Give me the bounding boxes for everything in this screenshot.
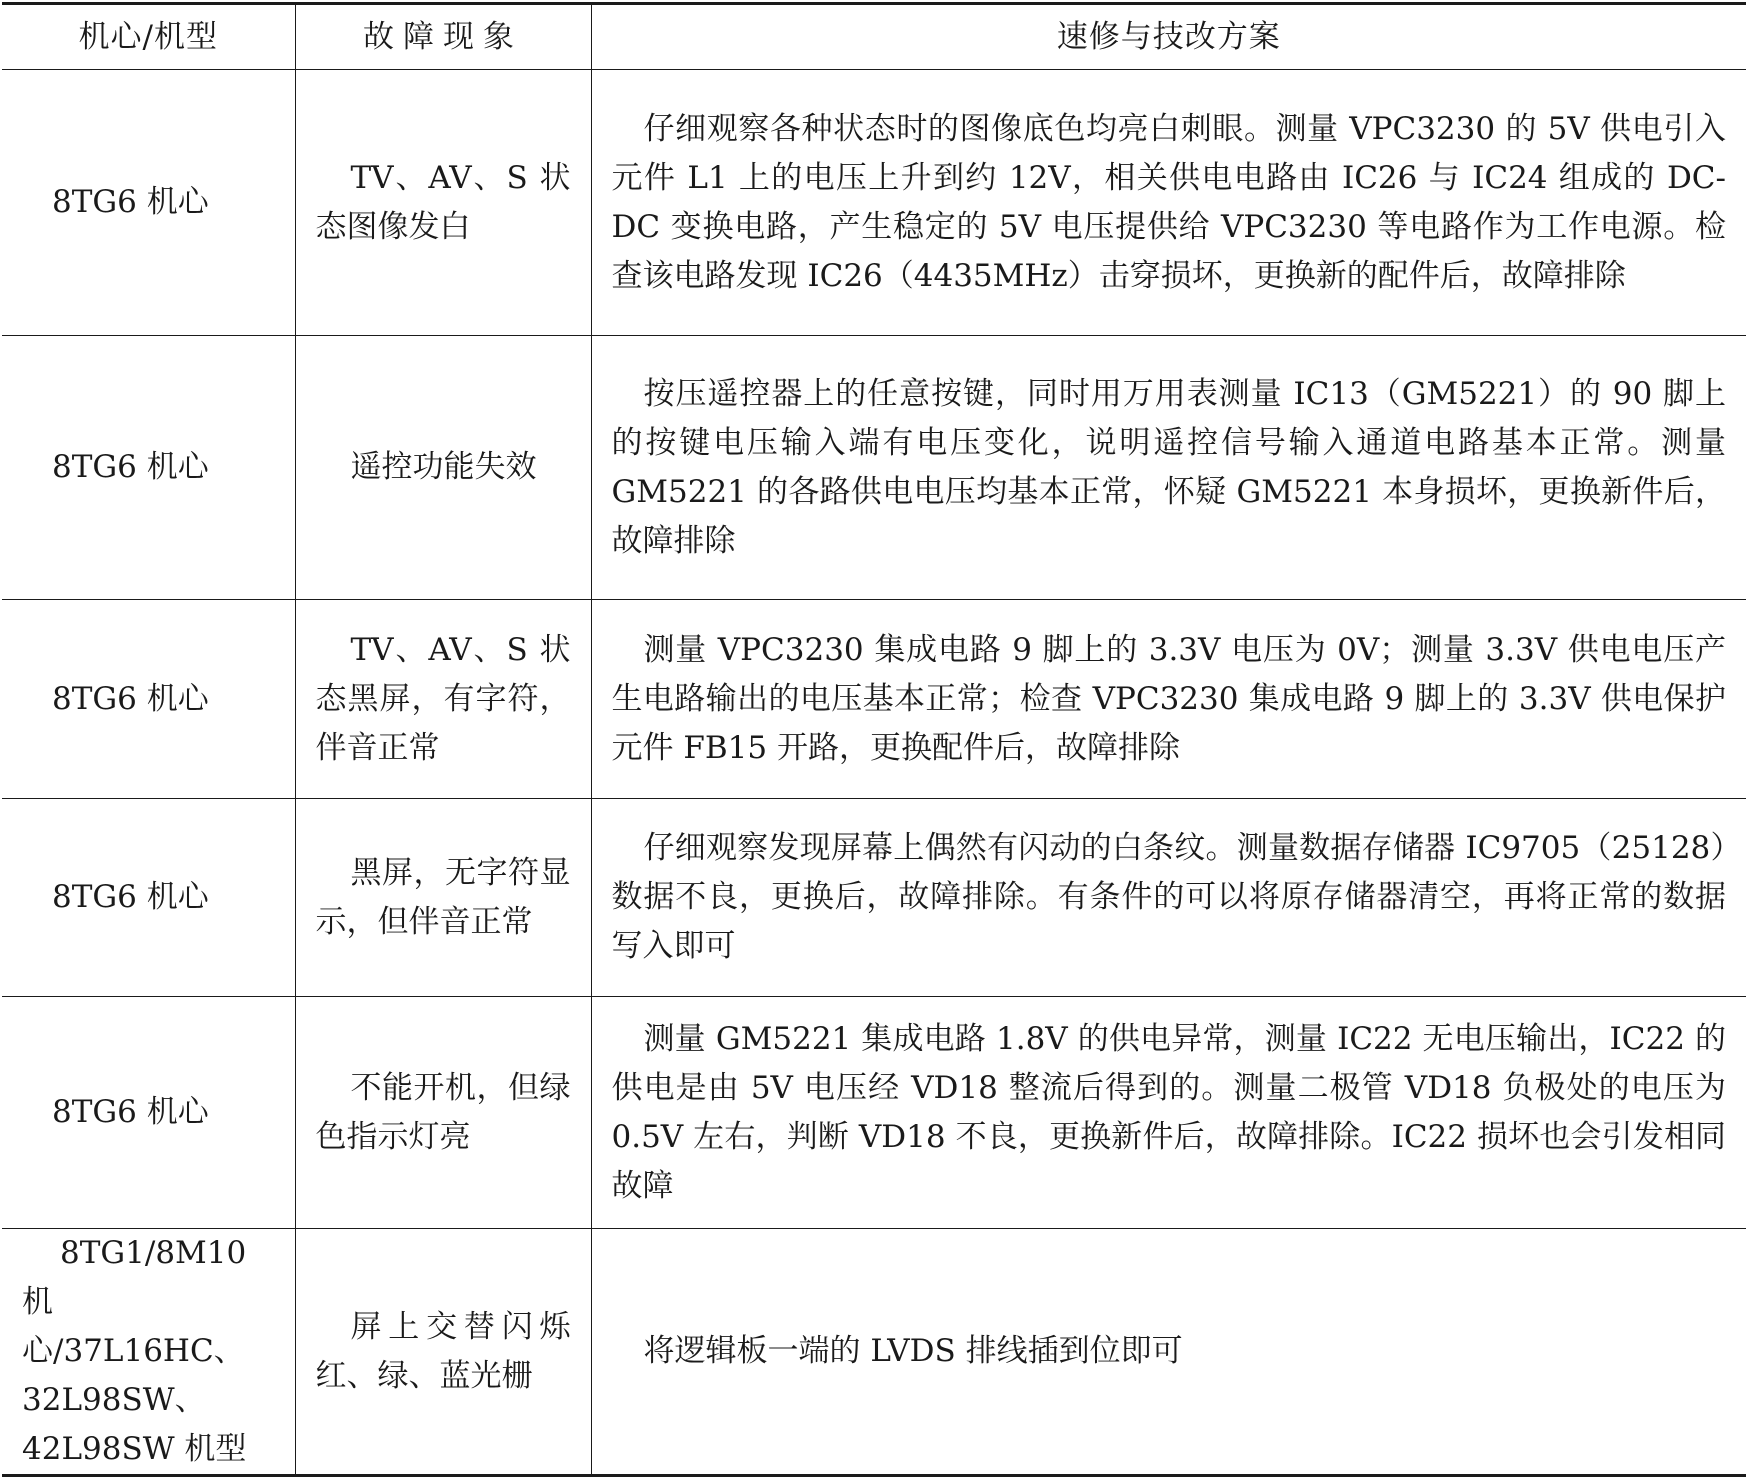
table-row	[2, 997, 1746, 1229]
table-row	[2, 1229, 1746, 1476]
symptom-cell: 屏上交替闪烁红、绿、蓝光栅	[295, 1229, 591, 1476]
symptom-cell: 遥控功能失效	[295, 336, 591, 600]
symptom-cell: TV、AV、S 状态黑屏，有字符，伴音正常	[295, 600, 591, 799]
solution-cell: 测量 VPC3230 集成电路 9 脚上的 3.3V 电压为 0V；测量 3.3V 供电电压产生电路输出的电压基本正常；检查 VPC3230 集成电路 9 脚上的 3.3V 供电保护元件 FB15 开路，更换配件后，故障排除	[591, 600, 1746, 799]
table-row	[2, 799, 1746, 997]
solution-cell: 将逻辑板一端的 LVDS 排线插到位即可	[591, 1229, 1746, 1476]
solution-cell: 测量 GM5221 集成电路 1.8V 的供电异常，测量 IC22 无电压输出，IC22 的供电是由 5V 电压经 VD18 整流后得到的。测量二极管 VD18 负极处的电压为 0.5V 左右，判断 VD18 不良，更换新件后，故障排除。IC22 损坏也会引发相同故障	[591, 997, 1746, 1229]
symptom-cell: 黑屏，无字符显示，但伴音正常	[295, 799, 591, 997]
solution-cell: 仔细观察发现屏幕上偶然有闪动的白条纹。测量数据存储器 IC9705（25128）数据不良，更换后，故障排除。有条件的可以将原存储器清空，再将正常的数据写入即可	[591, 799, 1746, 997]
table-body	[2, 70, 1746, 1476]
solution-cell: 仔细观察各种状态时的图像底色均亮白刺眼。测量 VPC3230 的 5V 供电引入元件 L1 上的电压上升到约 12V，相关供电电路由 IC26 与 IC24 组成的 DC-DC 变换电路，产生稳定的 5V 电压提供给 VPC3230 等电路作为工作电源。检查该电路发现 IC26（4435MHz）击穿损坏，更换新的配件后，故障排除	[591, 70, 1746, 336]
table-row	[2, 336, 1746, 600]
model-cell: 8TG6 机心	[2, 997, 295, 1229]
symptom-cell: 不能开机，但绿色指示灯亮	[295, 997, 591, 1229]
model-cell: 8TG6 机心	[2, 70, 295, 336]
model-cell: 8TG6 机心	[2, 799, 295, 997]
header-solution: 速修与技改方案	[591, 4, 1746, 70]
header-symptom: 故障现象	[295, 4, 591, 70]
solution-cell: 按压遥控器上的任意按键，同时用万用表测量 IC13（GM5221）的 90 脚上的按键电压输入端有电压变化，说明遥控信号输入通道电路基本正常。测量 GM5221 的各路供电电压均基本正常，怀疑 GM5221 本身损坏，更换新件后，故障排除	[591, 336, 1746, 600]
table-header	[2, 4, 1746, 70]
table-row	[2, 70, 1746, 336]
header-model: 机心/机型	[2, 4, 295, 70]
model-cell: 8TG6 机心	[2, 600, 295, 799]
model-cell: 8TG6 机心	[2, 336, 295, 600]
symptom-cell: TV、AV、S 状态图像发白	[295, 70, 591, 336]
header-row	[2, 4, 1746, 70]
table-row	[2, 600, 1746, 799]
model-cell: 8TG1/8M10 机心/37L16HC、32L98SW、42L98SW 机型	[2, 1229, 295, 1476]
repair-table	[2, 2, 1746, 1477]
